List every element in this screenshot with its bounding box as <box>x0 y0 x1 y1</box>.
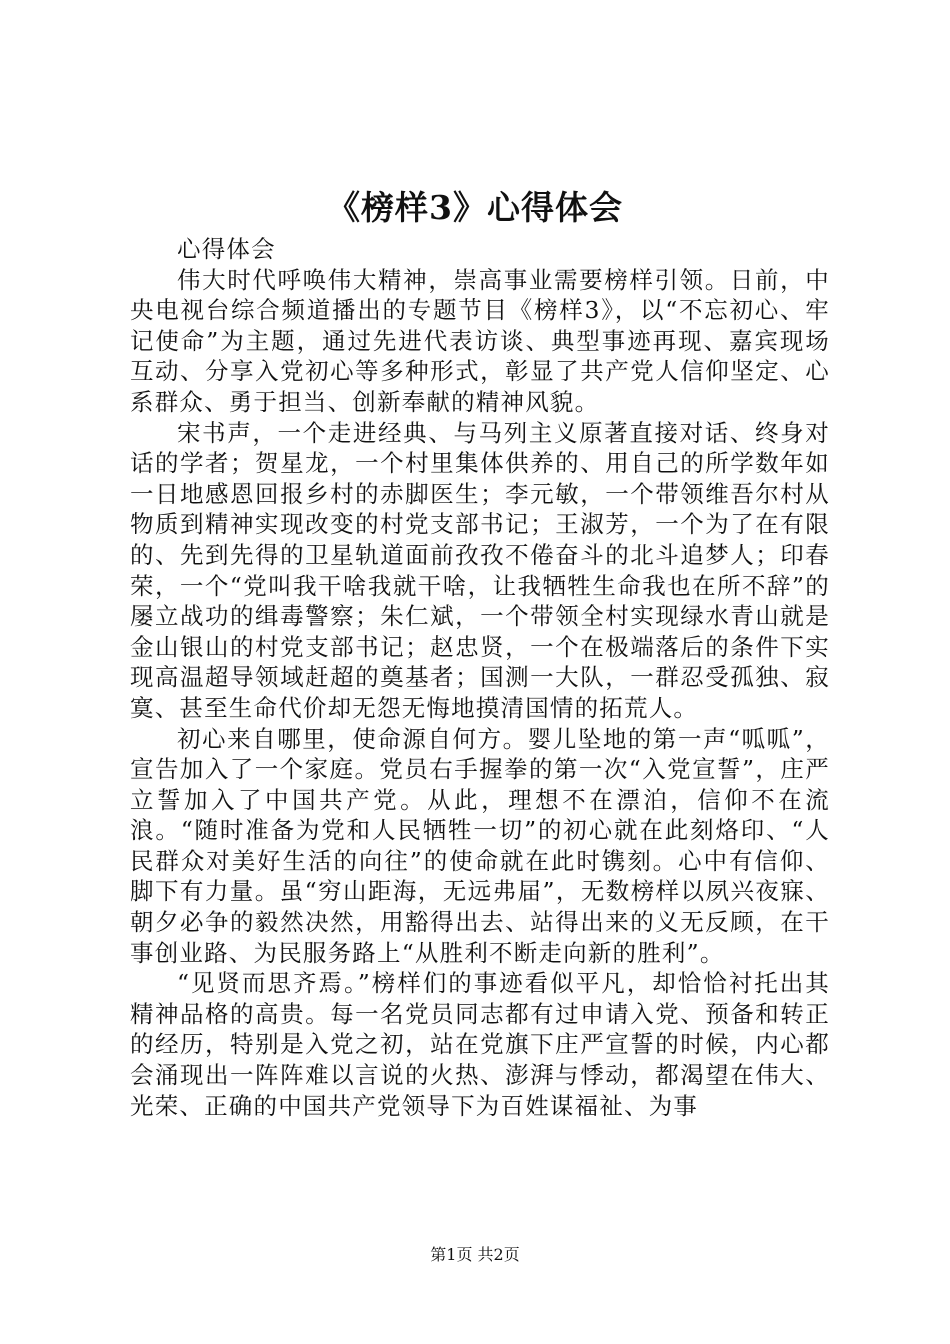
document-title: 《榜样3》心得体会 <box>327 188 623 227</box>
paragraph: “见贤而思齐焉。”榜样们的事迹看似平凡，却恰恰衬托出其精神品格的高贵。每一名党员同志都有过申请入党、预备和转正的经历，特别是入党之初，站在党旗下庄严宣誓的时候，内心都会涌现出一阵阵难以言说的火热、澎湃与悸动，都渴望在伟大、光荣、正确的中国共产党领导下为百姓谋福祉、为事 <box>130 969 830 1120</box>
paragraph-heading: 心得体会 <box>177 235 276 263</box>
paragraph: 初心来自哪里，使命源自何方。婴儿坠地的第一声“呱呱”，宣告加入了一个家庭。党员右手握拳的第一次“入党宣誓”，庄严立誓加入了中国共产党。从此，理想不在漂泊，信仰不在流浪。“随时准备为党和人民牺牲一切”的初心就在此刻烙印、“人民群众对美好生活的向往”的使命就在此时镌刻。心中有信仰、脚下有力量。虽“穷山距海，无远弗届”，无数榜样以夙兴夜寐、朝夕必争的毅然决然，用豁得出去、站得出来的义无反顾，在干事创业路、为民服务路上“从胜利不断走向新的胜利”。 <box>130 724 830 967</box>
page-number-footer: 第1页 共2页 <box>430 1245 520 1264</box>
paragraph: 宋书声，一个走进经典、与马列主义原著直接对话、终身对话的学者；贺星龙，一个村里集体供养的、用自己的所学数年如一日地感恩回报乡村的赤脚医生；李元敏，一个带领维吾尔村从物质到精神实现改变的村党支部书记；王淑芳，一个为了在有限的、先到先得的卫星轨道面前孜孜不倦奋斗的北斗追梦人；印春荣，一个“党叫我干啥我就干啥，让我牺牲生命我也在所不辞”的屡立战功的缉毒警察；朱仁斌，一个带领全村实现绿水青山就是金山银山的村党支部书记；赵忠贤，一个在极端落后的条件下实现高温超导领域赶超的奠基者；国测一大队，一群忍受孤独、寂寞、甚至生命代价却无怨无悔地摸清国情的拓荒人。 <box>130 418 830 722</box>
paragraph: 伟大时代呼唤伟大精神，崇高事业需要榜样引领。日前，中央电视台综合频道播出的专题节目《榜样3》，以“不忘初心、牢记使命”为主题，通过先进代表访谈、典型事迹再现、嘉宾现场互动、分享入党初心等多种形式，彰显了共产党人信仰坚定、心系群众、勇于担当、创新奉献的精神风貌。 <box>130 265 830 416</box>
document-body <box>130 234 830 1121</box>
